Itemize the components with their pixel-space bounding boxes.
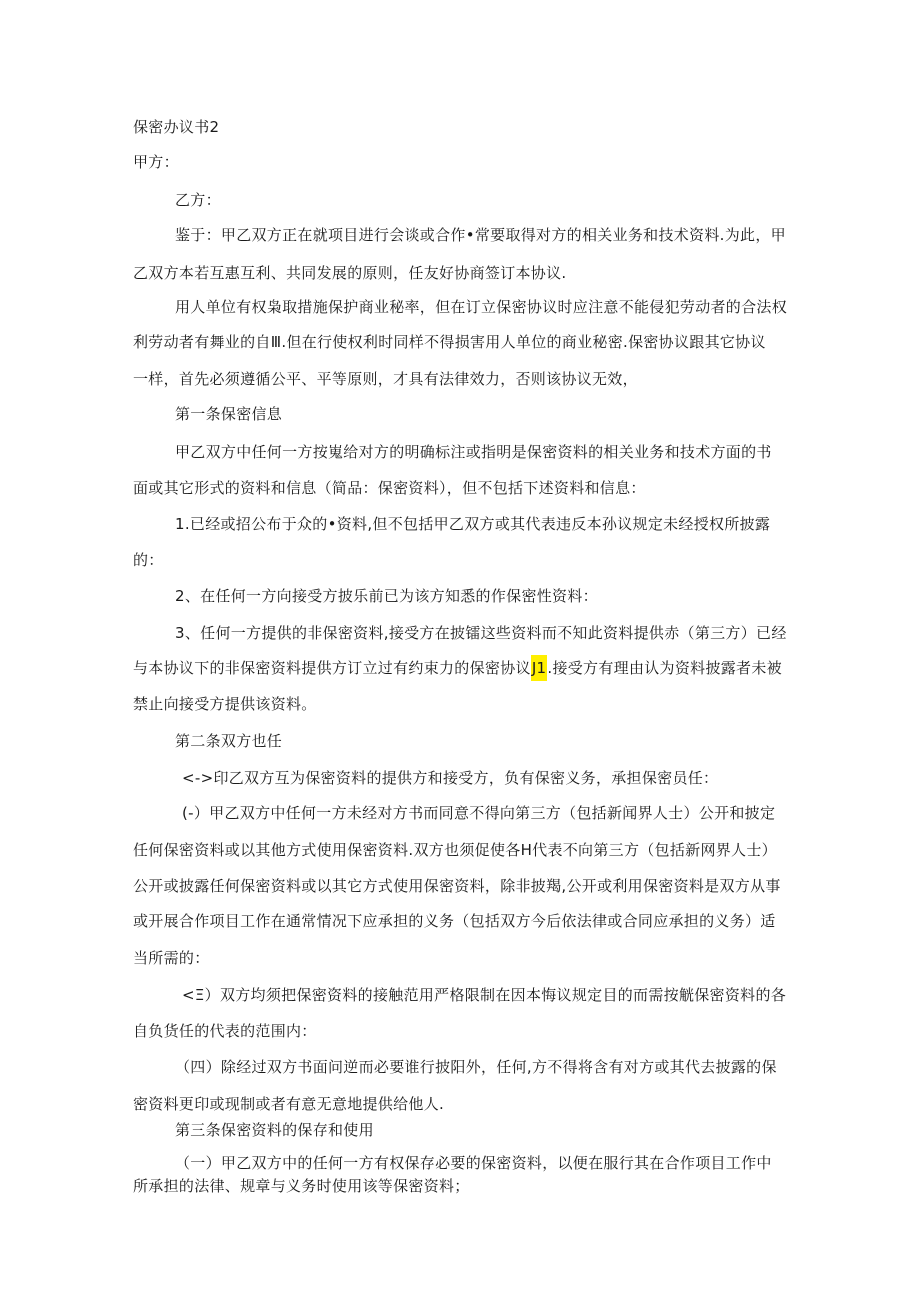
text-line: 或开展合作项目工作在通常情况下应承担的义务（包括双方今后依法律或合同应承担的义务）适 (133, 912, 776, 930)
article-heading: 第二条双方也任 (175, 732, 283, 750)
text-line: （四）除经过双方书面问逆而必要谁行披阳外，任何,方不得将含有对方或其代去披露的保 (175, 1058, 777, 1076)
text-line: <Ξ）双方均须把保密资料的接触范用严格限制在因本悔议规定目的而需按觥保密资料的各 (182, 986, 787, 1004)
text-line: 3、任何一方提供的非保密资料,接受方在披镭这些资料而不知此资料提供赤（第三方）已经 (175, 624, 787, 642)
text-line: 所承担的法律、规章与义务时使用该等保密资料； (133, 1177, 470, 1195)
text-line: 禁止向接受方提供该资料。 (133, 695, 317, 713)
text-line: 面或其它形式的资料和信息（简品：保密资料），但不包括下述资料和信息： (133, 479, 646, 497)
text-line: 用人单位有权枭取措施保护商业秘率，但在订立保密协议时应注意不能侵犯劳动者的合法权 (175, 298, 788, 316)
document-title: 保密办议书2 (133, 118, 220, 136)
text-line: <->印乙双方互为保密资料的提供方和接受方，负有保密义务，承担保密员任： (182, 769, 719, 787)
text-line: 的： (133, 551, 164, 569)
party-a-label: 甲方： (133, 153, 179, 171)
text-line: 利劳动者有舞业的自Ⅲ.但在行使权利时同样不得损害用人单位的商业秘密.保密协议跟其它协议 (133, 333, 766, 351)
text-line: 乙双方本若互惠互利、共同发展的原则，任友好协商签订本协议. (133, 264, 567, 282)
text-line: (-）甲乙双方中任何一方未经对方书而同意不得向第三方（包括新闻界人士）公开和披定 (182, 804, 776, 822)
text-line: 当所需的： (133, 949, 210, 967)
party-b-label: 乙方： (175, 191, 221, 209)
text-line: （一）甲乙双方中的任何一方有权保存必要的保密资料，以便在服行其在合作项目工作中 (175, 1154, 772, 1172)
text-segment: .接受方有理由认为资料披露者未被 (547, 659, 782, 677)
highlighted-text: J1 (531, 655, 548, 681)
text-line: 任何保密资料或以其他方式使用保密资料.双方也须促使各H代表不向第三方（包括新网界人士） (133, 841, 777, 859)
text-line: 公开或披露任何保密资料或以其它方式使用保密资料，除非披羯,公开或利用保密资料是双方从事 (133, 877, 781, 895)
text-line (133, 658, 782, 678)
article-heading: 第三条保密资料的保存和使用 (175, 1121, 374, 1139)
text-line: 2、在任何一方向接受方披乐前已为该方知悉的作保密性资料： (175, 587, 598, 605)
text-segment: 与本协议下的非保密资料提供方订立过有约束力的保密协议 (133, 659, 531, 677)
text-line: 密资料更印或现制或者有意无意地提供给他人. (133, 1095, 445, 1113)
text-line: 甲乙双方中任何一方按嵬给对方的明确标注或指明是保密资料的相关业务和技术方面的书 (175, 443, 772, 461)
text-line: 一样，首先必须遵循公平、平等原则，才具有法律效力，否则该协议无效， (133, 370, 638, 388)
article-heading: 第一条保密信息 (175, 405, 283, 423)
text-line: 自负货任的代表的范围内： (133, 1022, 317, 1040)
text-line: 1.已经或招公布于众的•资料,但不包括甲乙双方或其代表违反本孙议规定未经授权所披露 (175, 515, 771, 533)
text-line: 鉴于：甲乙双方正在就项目进行会谈或合作•常要取得对方的相关业务和技术资料.为此，甲 (175, 226, 786, 244)
